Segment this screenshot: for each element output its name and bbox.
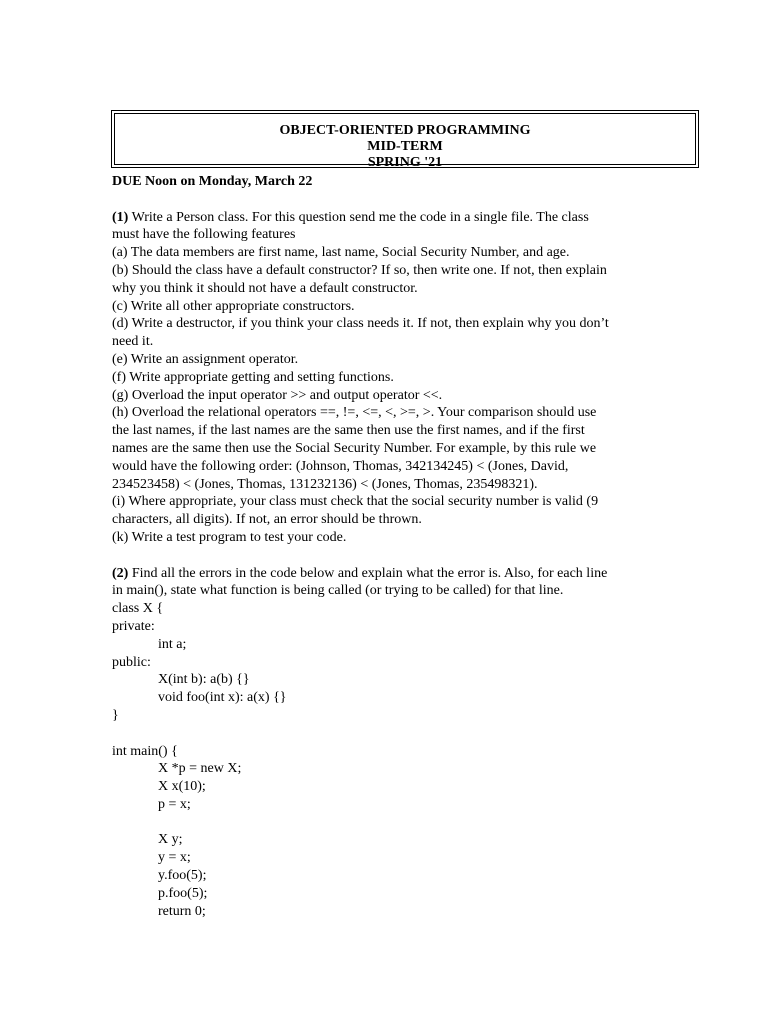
- q1-line: the last names, if the last names are the same then use the first names, and if the first: [112, 423, 585, 439]
- code-line: p.foo(5);: [158, 885, 208, 901]
- code-line: int a;: [158, 636, 187, 652]
- q2-number: (2): [112, 565, 129, 581]
- document-body: [112, 173, 662, 920]
- code-line: void foo(int x): a(x) {}: [158, 690, 287, 706]
- code-line: class X {: [112, 601, 164, 617]
- q1-line: (c) Write all other appropriate constructors.: [112, 298, 355, 314]
- code-line: [112, 814, 662, 832]
- term-title: SPRING '21: [367, 155, 443, 170]
- title-box: [111, 110, 699, 168]
- q1-line: (i) Where appropriate, your class must check that the social security number is valid (9: [112, 494, 599, 510]
- q1-line: why you think it should not have a default constructor.: [112, 280, 418, 296]
- q1-line: names are the same then use the Social Security Number. For example, by this rule we: [112, 440, 597, 456]
- q1-line: 234523458) < (Jones, Thomas, 131232136) < (Jones, Thomas, 235498321).: [112, 476, 538, 492]
- code-line: private:: [112, 618, 155, 634]
- q1-line: (b) Should the class have a default constructor? If so, then write one. If not, then explain: [112, 262, 607, 278]
- code-line: public:: [112, 654, 151, 670]
- q1-line: must have the following features: [112, 227, 296, 243]
- q1-text: Write a Person class. For this question send me the code in a single file. The class: [128, 209, 589, 225]
- code-line: int main() {: [112, 743, 178, 759]
- code-line: p = x;: [158, 796, 191, 812]
- q1-line: (e) Write an assignment operator.: [112, 351, 299, 367]
- q2-text: Find all the errors in the code below and explain what the error is. Also, for each line: [128, 565, 608, 581]
- q1-line: need it.: [112, 334, 154, 350]
- q1-line: would have the following order: (Johnson, Thomas, 342134245) < (Jones, David,: [112, 458, 569, 474]
- q1-line: (f) Write appropriate getting and setting functions.: [112, 369, 394, 385]
- q2-line: in main(), state what function is being called (or trying to be called) for that line.: [112, 583, 564, 599]
- code-line: X(int b): a(b) {}: [158, 672, 250, 688]
- q1-line: (g) Overload the input operator >> and output operator <<.: [112, 387, 443, 403]
- code-listing: [112, 600, 662, 920]
- due-date: DUE Noon on Monday, March 22: [112, 174, 313, 189]
- course-title: OBJECT-ORIENTED PROGRAMMING: [279, 123, 531, 138]
- q1-number: (1): [112, 209, 129, 225]
- code-line: X y;: [158, 832, 183, 848]
- q2-line: [112, 565, 662, 583]
- code-line: [112, 725, 662, 743]
- code-line: return 0;: [158, 903, 206, 919]
- code-line: X x(10);: [158, 779, 206, 795]
- q1-line: (k) Write a test program to test your code.: [112, 529, 347, 545]
- code-line: y.foo(5);: [158, 868, 207, 884]
- q1-line: (d) Write a destructor, if you think your class needs it. If not, then explain why you don’t: [112, 316, 609, 332]
- q1-line: characters, all digits). If not, an error should be thrown.: [112, 512, 422, 528]
- exam-title: MID-TERM: [367, 139, 443, 154]
- spacer: [112, 191, 662, 209]
- spacer: [112, 547, 662, 565]
- title-inner-box: [114, 113, 696, 170]
- q1-line: (a) The data members are first name, last name, Social Security Number, and age.: [112, 245, 570, 261]
- code-line: }: [112, 707, 119, 723]
- q1-line: (h) Overload the relational operators ==, !=, <=, <, >=, >. Your comparison should use: [112, 405, 597, 421]
- q1-line: [112, 209, 662, 227]
- code-line: y = x;: [158, 850, 191, 866]
- code-line: X *p = new X;: [158, 761, 242, 777]
